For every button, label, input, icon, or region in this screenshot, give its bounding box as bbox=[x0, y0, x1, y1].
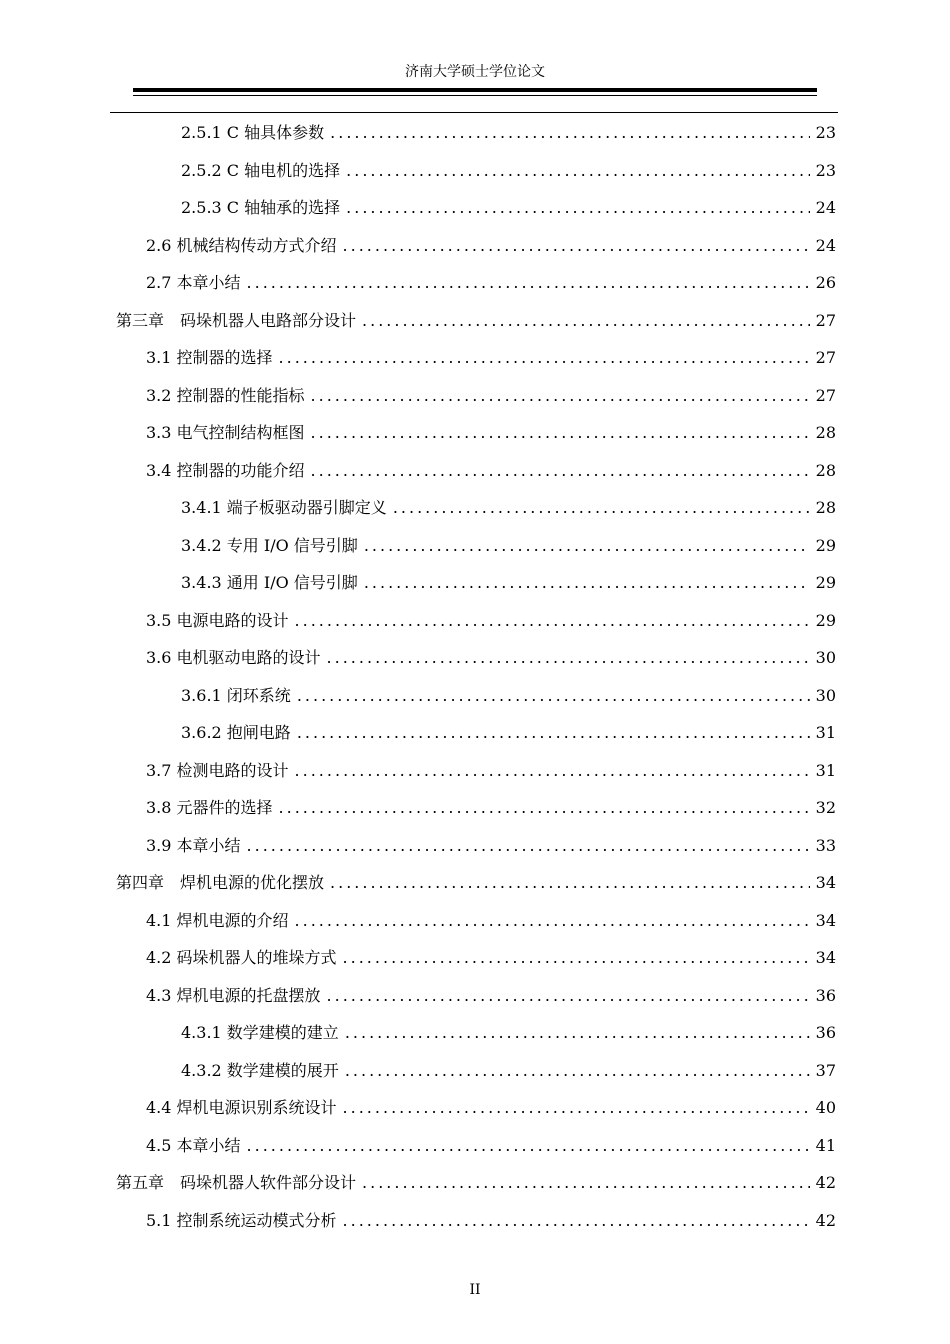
toc-entry-page: 36 bbox=[815, 1023, 836, 1042]
page-number: II bbox=[469, 1282, 481, 1298]
toc-entry[interactable] bbox=[181, 489, 836, 527]
toc-entry-title: 3.6.2 抱闸电路 bbox=[181, 723, 291, 742]
toc-entry-page: 31 bbox=[815, 723, 836, 742]
toc-dot-leader bbox=[362, 1164, 810, 1202]
toc-dot-leader bbox=[295, 602, 810, 640]
toc-entry-page: 27 bbox=[815, 385, 836, 405]
toc-entry-title: 3.8 元器件的选择 bbox=[146, 798, 273, 817]
toc-dot-leader bbox=[343, 1202, 810, 1240]
toc-entry[interactable] bbox=[181, 527, 836, 565]
toc-dot-leader bbox=[247, 827, 810, 865]
toc-entry-title: 5.1 控制系统运动模式分析 bbox=[146, 1210, 337, 1230]
toc-dot-leader bbox=[345, 1014, 810, 1052]
toc-entry-page: 26 bbox=[815, 273, 836, 292]
toc-dot-leader bbox=[364, 564, 810, 602]
toc-entry-page: 28 bbox=[815, 423, 836, 442]
toc-entry-title: 4.3 焊机电源的托盘摆放 bbox=[146, 985, 321, 1005]
toc-entry-page: 34 bbox=[815, 873, 836, 892]
toc-entry-title: 4.3.1 数学建模的建立 bbox=[181, 1023, 339, 1042]
toc-entry-title: 3.1 控制器的选择 bbox=[146, 348, 273, 367]
toc-entry-page: 30 bbox=[815, 648, 836, 667]
toc-dot-leader bbox=[343, 939, 810, 977]
toc-entry[interactable] bbox=[146, 939, 836, 977]
toc-entry[interactable] bbox=[146, 414, 836, 452]
toc-entry-title: 4.4 焊机电源识别系统设计 bbox=[146, 1098, 337, 1117]
toc-dot-leader bbox=[247, 1127, 810, 1165]
toc-entry[interactable] bbox=[146, 827, 836, 865]
toc-entry[interactable] bbox=[181, 714, 836, 752]
toc-entry-title: 2.5.1 C 轴具体参数 bbox=[181, 123, 325, 142]
toc-dot-leader bbox=[364, 527, 810, 565]
toc-entry[interactable] bbox=[146, 339, 836, 377]
toc-entry-title: 第四章 焊机电源的优化摆放 bbox=[116, 873, 325, 892]
toc-entry-title: 2.5.3 C 轴轴承的选择 bbox=[181, 198, 341, 217]
toc-entry[interactable] bbox=[181, 114, 836, 152]
toc-entry[interactable] bbox=[146, 977, 836, 1015]
toc-entry-page: 29 bbox=[815, 610, 836, 630]
toc-entry-page: 40 bbox=[815, 1098, 836, 1117]
toc-entry-page: 30 bbox=[815, 685, 836, 705]
toc-entry[interactable] bbox=[146, 452, 836, 490]
toc-entry-page: 28 bbox=[815, 498, 836, 517]
toc-dot-leader bbox=[279, 339, 810, 377]
toc-entry-title: 3.6.1 闭环系统 bbox=[181, 685, 291, 705]
toc-entry-page: 32 bbox=[815, 798, 836, 817]
header-rule-thin bbox=[133, 95, 817, 96]
toc-entry-title: 4.2 码垛机器人的堆垛方式 bbox=[146, 948, 337, 967]
toc-entry-page: 28 bbox=[815, 460, 836, 480]
toc-dot-leader bbox=[346, 152, 810, 190]
toc-dot-leader bbox=[297, 714, 810, 752]
toc-entry-page: 27 bbox=[815, 310, 836, 330]
toc-dot-leader bbox=[311, 377, 810, 415]
toc-top-rule bbox=[110, 112, 838, 113]
toc-dot-leader bbox=[330, 114, 810, 152]
toc-entry-title: 3.7 检测电路的设计 bbox=[146, 760, 289, 780]
toc-entry[interactable] bbox=[181, 1014, 836, 1052]
toc-entry-title: 3.2 控制器的性能指标 bbox=[146, 385, 305, 405]
toc-entry-title: 3.9 本章小结 bbox=[146, 835, 241, 855]
toc-entry[interactable] bbox=[146, 377, 836, 415]
toc-dot-leader bbox=[343, 227, 810, 265]
toc-entry-page: 24 bbox=[815, 198, 836, 217]
toc-dot-leader bbox=[327, 977, 810, 1015]
toc-entry[interactable] bbox=[146, 1127, 836, 1165]
toc-dot-leader bbox=[327, 639, 810, 677]
toc-entry-title: 3.4.1 端子板驱动器引脚定义 bbox=[181, 498, 387, 517]
toc-dot-leader bbox=[279, 789, 810, 827]
toc-entry-page: 24 bbox=[815, 235, 836, 255]
toc-entry[interactable] bbox=[146, 639, 836, 677]
toc-entry-title: 2.5.2 C 轴电机的选择 bbox=[181, 160, 341, 180]
toc-dot-leader bbox=[311, 414, 810, 452]
toc-dot-leader bbox=[362, 302, 810, 340]
toc-entry[interactable] bbox=[116, 864, 836, 902]
toc-entry-title: 3.4.2 专用 I/O 信号引脚 bbox=[181, 535, 358, 555]
toc-dot-leader bbox=[295, 752, 810, 790]
toc-dot-leader bbox=[295, 902, 810, 940]
toc-entry-title: 4.3.2 数学建模的展开 bbox=[181, 1060, 339, 1080]
toc-entry-page: 42 bbox=[815, 1210, 836, 1230]
toc-entry-title: 3.4 控制器的功能介绍 bbox=[146, 460, 305, 480]
toc-entry[interactable] bbox=[181, 189, 836, 227]
toc-entry-title: 4.1 焊机电源的介绍 bbox=[146, 910, 289, 930]
toc-entry-page: 33 bbox=[815, 835, 836, 855]
toc-entry[interactable] bbox=[116, 1164, 836, 1202]
toc-entry[interactable] bbox=[146, 227, 836, 265]
toc-entry-title: 第五章 码垛机器人软件部分设计 bbox=[116, 1173, 357, 1192]
toc-entry-page: 29 bbox=[815, 573, 836, 592]
toc-entry[interactable] bbox=[181, 677, 836, 715]
toc-entry-title: 3.4.3 通用 I/O 信号引脚 bbox=[181, 573, 358, 592]
toc-entry-page: 42 bbox=[815, 1173, 836, 1192]
toc-entry[interactable] bbox=[181, 152, 836, 190]
toc-entry[interactable] bbox=[181, 564, 836, 602]
toc-entry[interactable] bbox=[146, 1089, 836, 1127]
header-rule-thick bbox=[133, 88, 817, 92]
toc-dot-leader bbox=[343, 1089, 810, 1127]
toc-entry-page: 41 bbox=[815, 1135, 836, 1155]
toc-dot-leader bbox=[345, 1052, 810, 1090]
toc-entry[interactable] bbox=[146, 752, 836, 790]
toc-entry-page: 37 bbox=[815, 1060, 836, 1080]
toc-dot-leader bbox=[247, 264, 810, 302]
toc-entry-title: 3.3 电气控制结构框图 bbox=[146, 423, 305, 442]
toc-entry-title: 3.5 电源电路的设计 bbox=[146, 610, 289, 630]
toc-dot-leader bbox=[311, 452, 810, 490]
toc-dot-leader bbox=[297, 677, 810, 715]
toc-entry-page: 34 bbox=[815, 948, 836, 967]
toc-dot-leader bbox=[393, 489, 810, 527]
toc-entry[interactable] bbox=[146, 902, 836, 940]
toc-entry-title: 3.6 电机驱动电路的设计 bbox=[146, 648, 321, 667]
toc-entry-title: 2.7 本章小结 bbox=[146, 273, 241, 292]
toc-entry[interactable] bbox=[181, 1052, 836, 1090]
toc-entry-page: 36 bbox=[815, 985, 836, 1005]
toc-entry-page: 31 bbox=[815, 760, 836, 780]
toc-entry-page: 29 bbox=[815, 535, 836, 555]
toc-entry[interactable] bbox=[146, 789, 836, 827]
running-header: 济南大学硕士学位论文 bbox=[405, 64, 545, 80]
toc-entry[interactable] bbox=[116, 302, 836, 340]
toc-dot-leader bbox=[330, 864, 810, 902]
toc-entry-page: 34 bbox=[815, 910, 836, 930]
toc-entry-page: 23 bbox=[815, 160, 836, 180]
toc-entry[interactable] bbox=[146, 264, 836, 302]
toc-entry-title: 第三章 码垛机器人电路部分设计 bbox=[116, 310, 357, 330]
toc-entry-page: 27 bbox=[815, 348, 836, 367]
toc-entry-title: 2.6 机械结构传动方式介绍 bbox=[146, 235, 337, 255]
toc-dot-leader bbox=[346, 189, 810, 227]
toc-entry[interactable] bbox=[146, 1202, 836, 1240]
toc-entry-page: 23 bbox=[815, 123, 836, 142]
toc-entry-title: 4.5 本章小结 bbox=[146, 1135, 241, 1155]
toc-entry[interactable] bbox=[146, 602, 836, 640]
